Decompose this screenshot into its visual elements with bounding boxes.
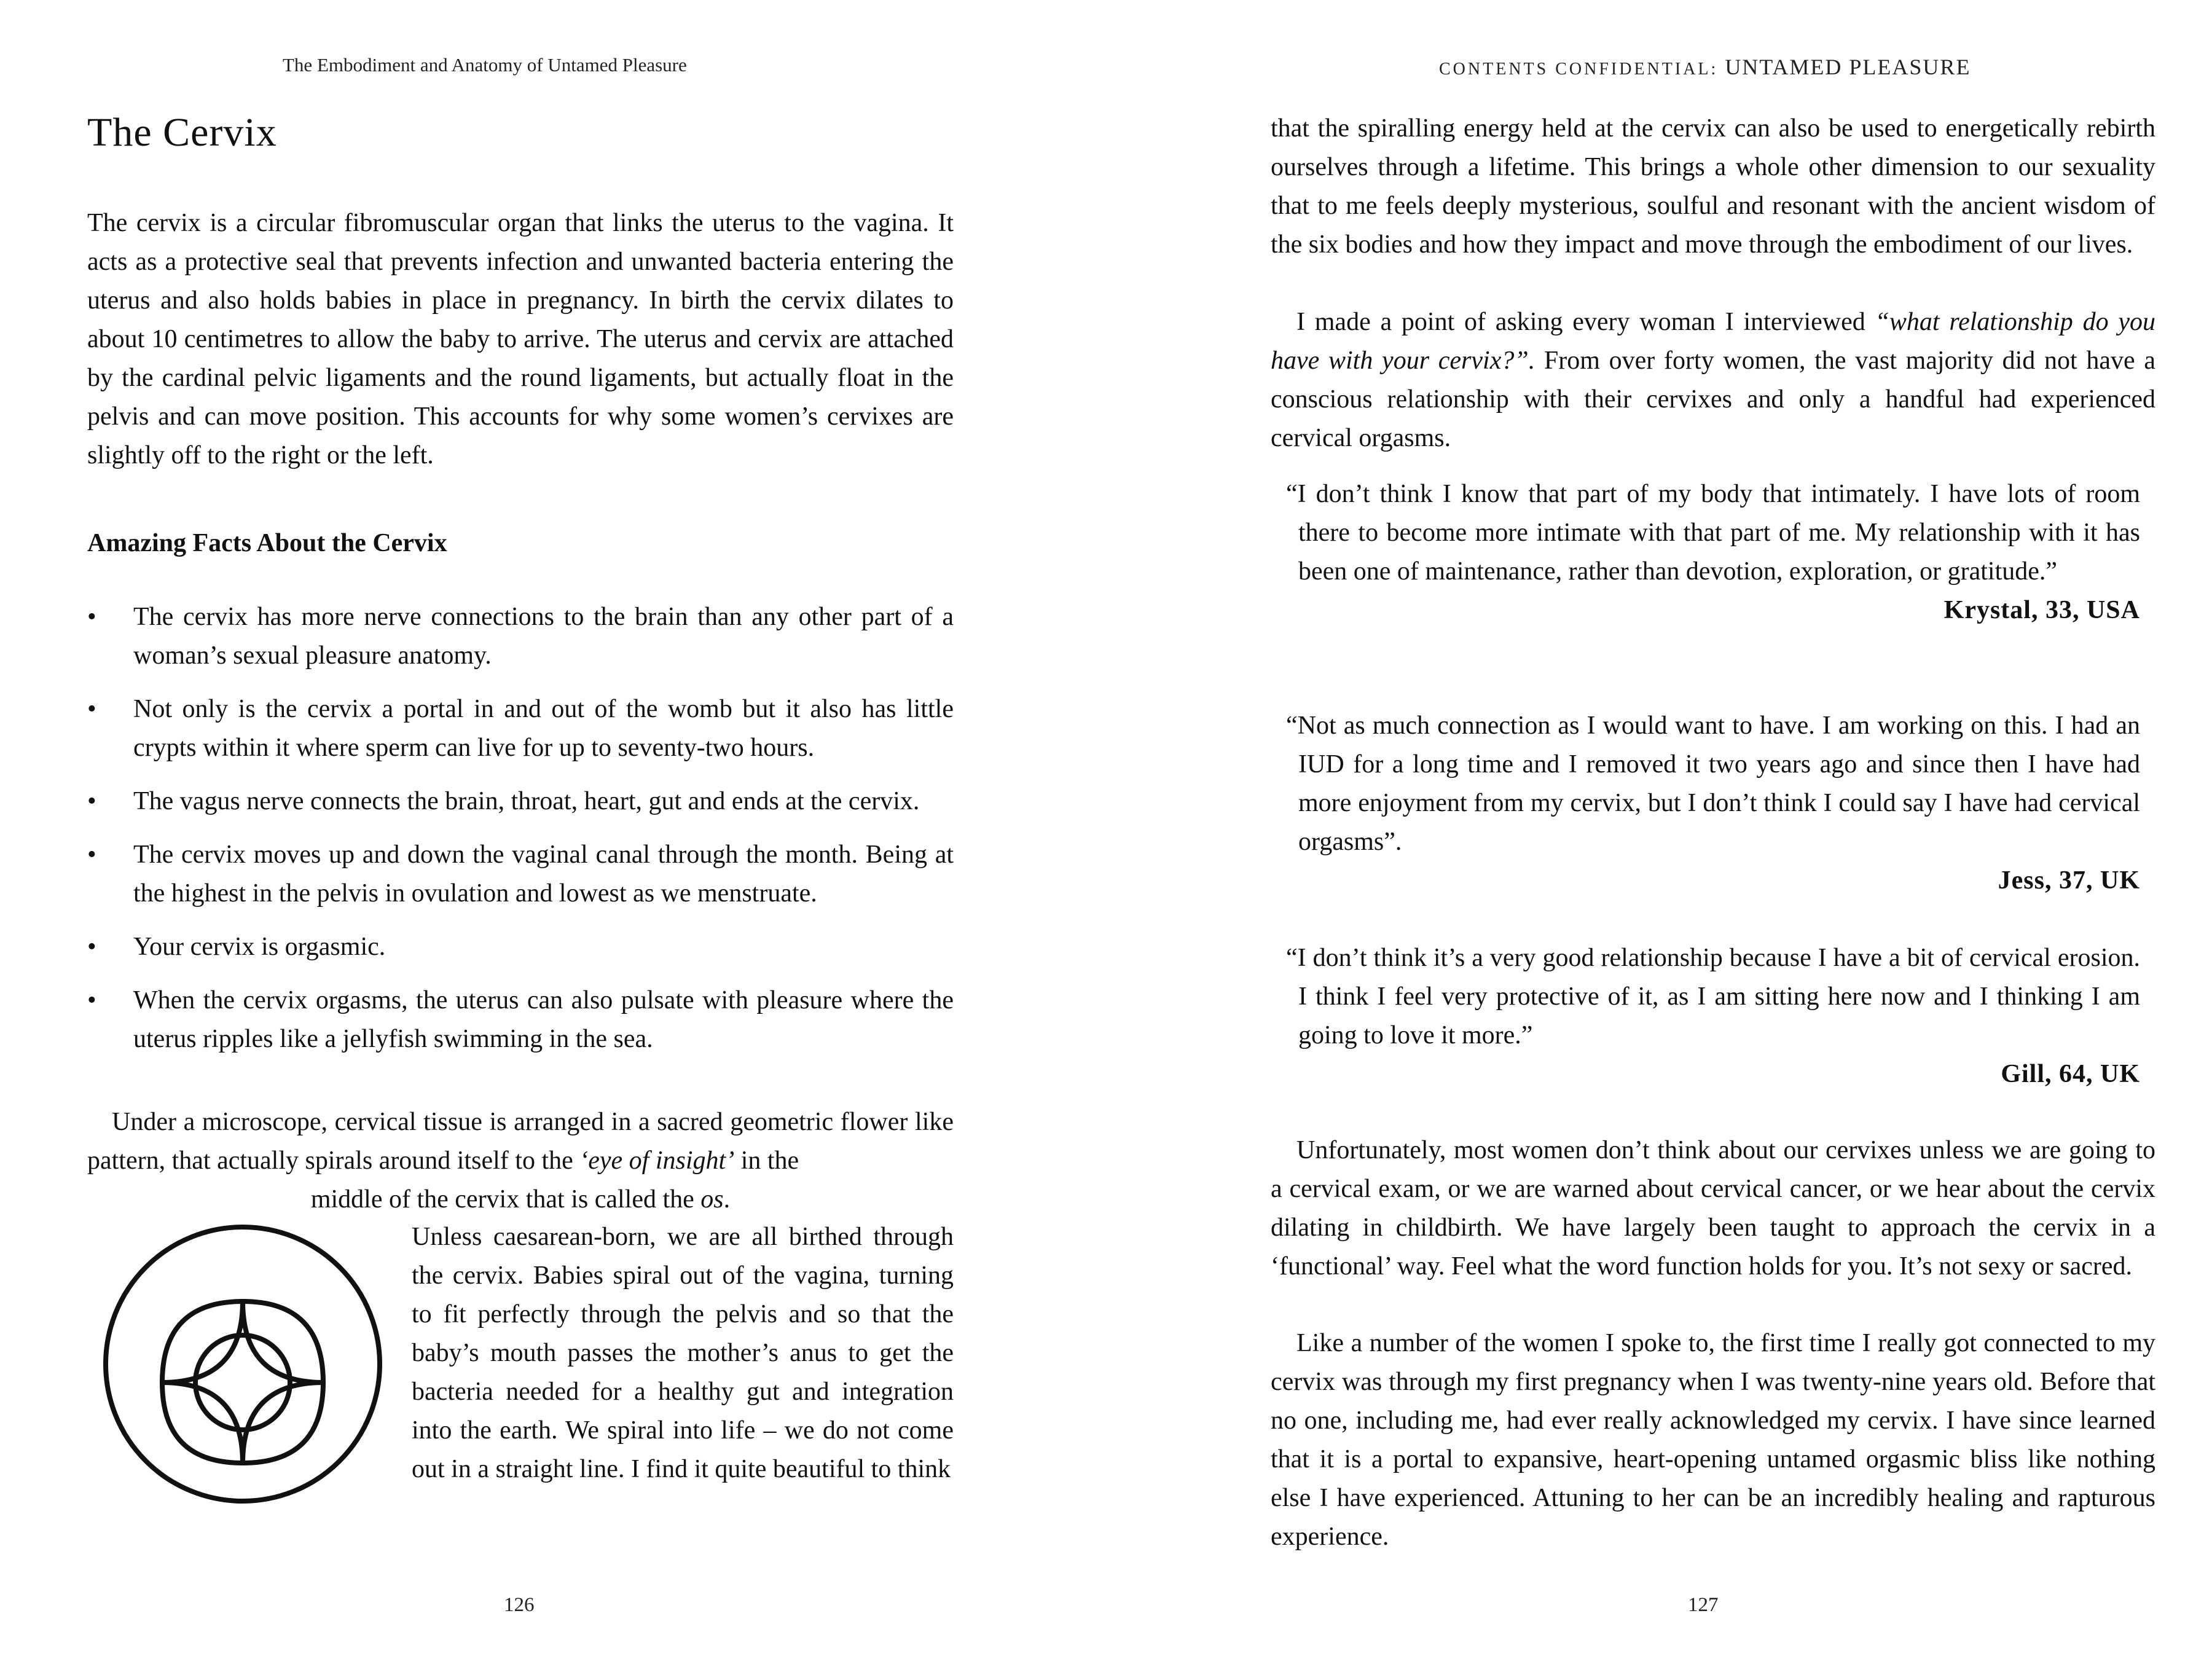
interview-question: “what relationship do you have with your cervix?”.	[1271, 308, 2155, 375]
facts-subheading: Amazing Facts About the Cervix	[87, 529, 447, 557]
microscope-text: Under a microscope, cervical tissue is arranged in a sacred geometric flower like pattern, that actually spirals around itself to the	[87, 1108, 954, 1175]
quote-krystal	[1286, 475, 2140, 630]
unfortunately-paragraph: Unfortunately, most women don’t think about our cervixes unless we are going to a cervical exam, or we are warned about cervical cancer, or we hear about the cervix dilating in childbirth. We have largely been taught to approach the cervix in a ‘functional’ way. Feel what the word function holds for you. It’s not sexy or sacred.	[1271, 1136, 2155, 1281]
bullet-icon: •	[87, 841, 96, 869]
quote-text: “I don’t think it’s a very good relationship because I have a bit of cervical erosion. I think I feel very protective of it, as I am sitting here now and I thinking I am going to love it more.”	[1286, 944, 2140, 1049]
list-item	[87, 836, 954, 913]
list-item	[87, 928, 954, 967]
running-head-title: UNTAMED PLEASURE	[1725, 55, 1971, 79]
fact-text: The cervix has more nerve connections to the brain than any other part of a woman’s sexual pleasure anatomy.	[133, 603, 954, 670]
bullet-icon: •	[87, 787, 96, 815]
fact-text: The cervix moves up and down the vaginal canal through the month. Being at the highest in the pelvis in ovulation and lowest as we menstruate.	[133, 841, 954, 908]
quote-gill	[1286, 939, 2140, 1094]
quote-attribution: Gill, 64, UK	[2001, 1060, 2140, 1088]
left-running-head: The Embodiment and Anatomy of Untamed Pleasure	[283, 54, 687, 76]
list-item	[87, 981, 954, 1059]
microscope-text-end: in the	[734, 1147, 799, 1175]
right-running-head	[1439, 54, 1971, 80]
fact-text: The vagus nerve connects the brain, throat, heart, gut and ends at the cervix.	[133, 787, 920, 815]
bullet-icon: •	[87, 603, 96, 631]
page-number-left: 126	[504, 1594, 535, 1616]
microscope-paragraph	[87, 1103, 954, 1219]
page-number-right: 127	[1688, 1594, 1719, 1616]
list-item	[87, 598, 954, 675]
quote-jess	[1286, 707, 2140, 900]
running-head-prefix: CONTENTS CONFIDENTIAL:	[1439, 60, 1725, 79]
pregnancy-paragraph: Like a number of the women I spoke to, the first time I really got connected to my cervix was through my first pregnancy when I was twenty-nine years old. Before that no one, including me, had ever really acknowledged my cervix. I have since learned that it is a portal to expansive, heart-opening untamed orgasmic bliss like nothing else I have experienced. Attuning to her can be an incredibly healing and rapturous experience.	[1271, 1329, 2155, 1551]
quote-attribution: Krystal, 33, USA	[1943, 596, 2140, 624]
quote-attribution: Jess, 37, UK	[1998, 866, 2140, 895]
list-item	[87, 782, 954, 821]
period: .	[723, 1185, 731, 1214]
os-term: os	[700, 1185, 724, 1214]
eye-of-insight-term: ‘eye of insight’	[579, 1147, 735, 1175]
birth-paragraph: Unless caesarean-born, we are all birthed through the cervix. Babies spiral out of the vagina, turning to fit perfectly through the pelvis and so that the baby’s mouth passes the mother’s anus to get the bacteria needed for a healthy gut and integration into the earth. We spiral into life – we do not come out in a straight line. I find it quite beautiful to think	[412, 1223, 954, 1483]
interview-text-end: From over forty women, the vast majority did not have a conscious relationship with their cervixes and only a handful had experienced cervical orgasms.	[1271, 347, 2155, 452]
bullet-icon: •	[87, 933, 96, 961]
facts-list	[87, 598, 954, 1073]
continuation-paragraph: that the spiralling energy held at the cervix can also be used to energetically rebirth ourselves through a lifetime. This brings a whole other dimension to our sexuality that to me feels deeply mysterious, soulful and resonant with the ancient wisdom of the six bodies and how they impact and move through the embodiment of our lives.	[1271, 114, 2155, 259]
microscope-line: middle of the cervix that is called the	[310, 1185, 701, 1214]
sacred-flower-icon	[98, 1220, 387, 1508]
quote-text: “I don’t think I know that part of my body that intimately. I have lots of room there to become more intimate with that part of me. My relationship with it has been one of maintenance, rather than devotion, exploration, or gratitude.”	[1286, 480, 2140, 586]
fact-text: Your cervix is orgasmic.	[133, 933, 386, 961]
bullet-icon: •	[87, 695, 96, 723]
right-page	[1106, 0, 2212, 1659]
intro-paragraph: The cervix is a circular fibromuscular organ that links the uterus to the vagina. It acts as a protective seal that prevents infection and unwanted bacteria entering the uterus and also holds babies in place in pregnancy. In birth the cervix dilates to about 10 centimetres to allow the baby to arrive. The uterus and cervix are attached by the cardinal pelvic ligaments and the round ligaments, but actually float in the pelvis and can move position. This accounts for why some women’s cervixes are slightly off to the right or the left.	[87, 209, 954, 469]
list-item	[87, 690, 954, 767]
bullet-icon: •	[87, 986, 96, 1014]
quote-text: “Not as much connection as I would want to have. I am working on this. I had an IUD for a long time and I removed it two years ago and since then I have had more enjoyment from my cervix, but I don’t think I could say I have had cervical orgasms”.	[1286, 712, 2140, 856]
chapter-title: The Cervix	[87, 110, 277, 155]
fact-text: When the cervix orgasms, the uterus can also pulsate with pleasure where the uterus ripples like a jellyfish swimming in the sea.	[133, 986, 954, 1053]
fact-text: Not only is the cervix a portal in and out of the womb but it also has little crypts within it where sperm can live for up to seventy-two hours.	[133, 695, 954, 762]
interview-text: I made a point of asking every woman I interviewed	[1296, 308, 1875, 336]
interview-paragraph	[1271, 303, 2155, 458]
